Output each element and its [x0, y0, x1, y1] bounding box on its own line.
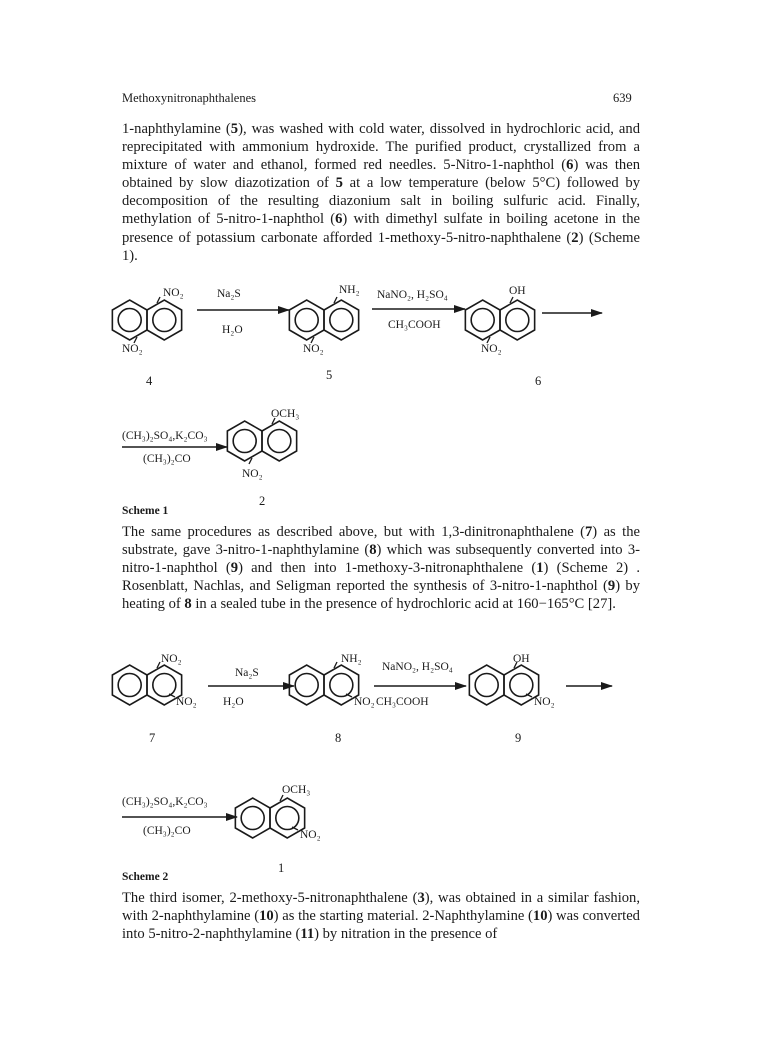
compound-2-number: 2	[259, 494, 266, 508]
aromatic-circle	[153, 674, 176, 697]
ring-hexagon	[147, 665, 182, 705]
compound-ref: 2	[571, 229, 579, 246]
ring-hexagon	[262, 421, 297, 461]
compound-1-number: 1	[278, 861, 285, 875]
compound-7-structure	[112, 653, 196, 745]
compound-ref: 5	[230, 121, 239, 137]
compound-ref: 9	[607, 578, 616, 595]
compound-5-top-group: NH₂	[339, 284, 360, 296]
aromatic-circle	[241, 807, 264, 830]
bond	[487, 337, 490, 343]
compound-6-number: 6	[535, 374, 542, 388]
compound-ref: 8	[184, 596, 192, 613]
reagent-below: CH₃COOH	[376, 696, 429, 708]
reagent-below: (CH₃)₂CO	[143, 453, 191, 465]
naphthalene-ring	[227, 421, 296, 461]
naphthalene-ring	[465, 300, 534, 340]
reagent-below: (CH₃)₂CO	[143, 825, 191, 837]
scheme-2-label: Scheme 2	[122, 871, 169, 883]
compound-4-top-group: NO₂	[163, 287, 184, 299]
bond	[346, 694, 352, 697]
compound-ref: 11	[300, 926, 315, 943]
compound-ref: 6	[335, 211, 343, 228]
compound-2-structure	[227, 408, 299, 508]
compound-9-top-group: OH	[513, 653, 530, 665]
naphthalene-ring	[112, 665, 181, 705]
bond	[272, 418, 275, 424]
bond	[134, 337, 137, 343]
compound-ref: 7	[585, 524, 593, 540]
compound-6-top-group: OH	[509, 285, 526, 297]
compound-6-bottom-group: NO₂	[481, 343, 502, 355]
aromatic-circle	[471, 309, 494, 332]
ring-hexagon	[324, 300, 359, 340]
compound-8-number: 8	[335, 731, 342, 745]
aromatic-circle	[330, 309, 353, 332]
aromatic-circle	[118, 674, 141, 697]
bond	[526, 694, 532, 697]
bond	[157, 662, 160, 668]
aromatic-circle	[276, 807, 299, 830]
reagent-above: (CH₃)₂SO₄,K₂CO₃	[122, 430, 208, 442]
compound-5-number: 5	[326, 368, 333, 382]
bond	[157, 297, 160, 303]
paragraph-1: 1-naphthylamine (5), was washed with cold water, dissolved in hydrochloric acid, and reprecipitated with ammonium hydroxide. The purified product, crystallized from a mixture of water and ethanol, formed red needles. 5-Nitro-1-naphthol (6) was then obtained by slow diazotization of 5 at a low temperature (below 5°C) followed by decomposition of the resulting diazonium salt in boiling sulfuric acid. Finally, methylation of 5-nitro-1-naphthol (6) with dimethyl sulfate in boiling acetone in the presence of potassium carbonate afforded 1-methoxy-5-nitro-naphthalene (2) (Scheme 1).	[122, 121, 641, 264]
ring-hexagon	[112, 300, 147, 340]
compound-ref: 10	[532, 908, 548, 925]
compound-ref: 5	[335, 175, 343, 192]
ring-hexagon	[289, 665, 324, 705]
bond	[169, 694, 175, 697]
bond	[510, 297, 513, 303]
aromatic-circle	[268, 430, 291, 453]
compound-ref: 10	[259, 908, 274, 925]
aromatic-circle	[233, 430, 256, 453]
compound-4-number: 4	[146, 374, 153, 388]
reagent-below: CH₃COOH	[388, 319, 441, 331]
ring-hexagon	[469, 665, 504, 705]
bond	[311, 337, 314, 343]
reagent-below: H₂O	[222, 324, 243, 336]
ring-hexagon	[465, 300, 500, 340]
compound-2-top-group: OCH₃	[271, 408, 300, 420]
bond	[334, 297, 337, 303]
reagent-above: Na₂S	[235, 667, 259, 679]
ring-hexagon	[289, 300, 324, 340]
ring-hexagon	[270, 798, 305, 838]
reagent-below: H₂O	[223, 696, 244, 708]
naphthalene-ring	[112, 300, 181, 340]
aromatic-circle	[510, 674, 533, 697]
scheme-1-label: Scheme 1	[122, 505, 169, 517]
compound-1-structure	[235, 784, 320, 875]
paragraph-2: The same procedures as described above, but with 1,3-dinitronaphthalene (7) as the substrate, gave 3-nitro-1-naphthylamine (8) which was subsequently converted into 3-nitro-1-naphthol (9) and then into 1-methoxy-3-nitronaphthalene (1) (Scheme 2) . Rosenblatt, Nachlas, and Seligman reported the synthesis of 3-nitro-1-naphthol (9) by heating of 8 in a sealed tube in the presence of hydrochloric acid at 160−165°C [27].	[122, 524, 641, 613]
compound-7-top-group: NO₂	[161, 653, 182, 665]
reagent-above: (CH₃)₂SO₄,K₂CO₃	[122, 796, 208, 808]
reagent-above: NaNO₂, H₂SO₄	[377, 289, 448, 301]
running-header-title: Methoxynitronaphthalenes	[122, 91, 256, 105]
compound-ref: 3	[417, 890, 425, 906]
ring-hexagon	[112, 665, 147, 705]
aromatic-circle	[475, 674, 498, 697]
ring-hexagon	[227, 421, 262, 461]
compound-ref: 8	[369, 542, 377, 559]
compound-ref: 1	[536, 560, 544, 577]
ring-hexagon	[500, 300, 535, 340]
reagent-above: Na₂S	[217, 288, 241, 300]
compound-8-structure	[289, 653, 374, 745]
aromatic-circle	[330, 674, 353, 697]
aromatic-circle	[295, 309, 318, 332]
compound-5-bottom-group: NO₂	[303, 343, 324, 355]
compound-8-top-group: NH₂	[341, 653, 362, 665]
aromatic-circle	[295, 674, 318, 697]
compound-4-bottom-group: NO₂	[122, 343, 143, 355]
compound-9-number: 9	[515, 731, 522, 745]
compound-4-structure	[112, 287, 183, 388]
compound-8-side-group: NO₂	[354, 696, 375, 708]
compound-1-top-group: OCH₃	[282, 784, 311, 796]
compound-ref: 6	[566, 157, 574, 174]
aromatic-circle	[153, 309, 176, 332]
ring-hexagon	[235, 798, 270, 838]
compound-9-structure	[469, 653, 554, 745]
compound-ref: 9	[230, 560, 239, 577]
compound-1-side-group: NO₂	[300, 829, 321, 841]
ring-hexagon	[147, 300, 182, 340]
compound-5-structure	[289, 284, 359, 382]
bond	[249, 458, 252, 464]
bond	[280, 795, 283, 801]
compound-7-side-group: NO₂	[176, 696, 197, 708]
naphthalene-ring	[235, 798, 304, 838]
paragraph-3: The third isomer, 2-methoxy-5-nitronaphthalene (3), was obtained in a similar fashion, with 2-naphthylamine (10) as the starting material. 2-Naphthylamine (10) was converted into 5-nitro-2-naphthylamine (11) by nitration in the presence of	[122, 890, 640, 943]
aromatic-circle	[118, 309, 141, 332]
naphthalene-ring	[289, 665, 358, 705]
bond	[292, 827, 298, 830]
compound-2-bottom-group: NO₂	[242, 468, 263, 480]
naphthalene-ring	[469, 665, 538, 705]
naphthalene-ring	[289, 300, 358, 340]
ring-hexagon	[324, 665, 359, 705]
bond	[514, 662, 517, 668]
compound-6-structure	[465, 285, 541, 388]
compound-9-side-group: NO₂	[534, 696, 555, 708]
bond	[334, 662, 337, 668]
ring-hexagon	[504, 665, 539, 705]
aromatic-circle	[506, 309, 529, 332]
compound-7-number: 7	[149, 731, 156, 745]
page-number: 639	[613, 91, 632, 105]
reagent-above: NaNO₂, H₂SO₄	[382, 661, 453, 673]
